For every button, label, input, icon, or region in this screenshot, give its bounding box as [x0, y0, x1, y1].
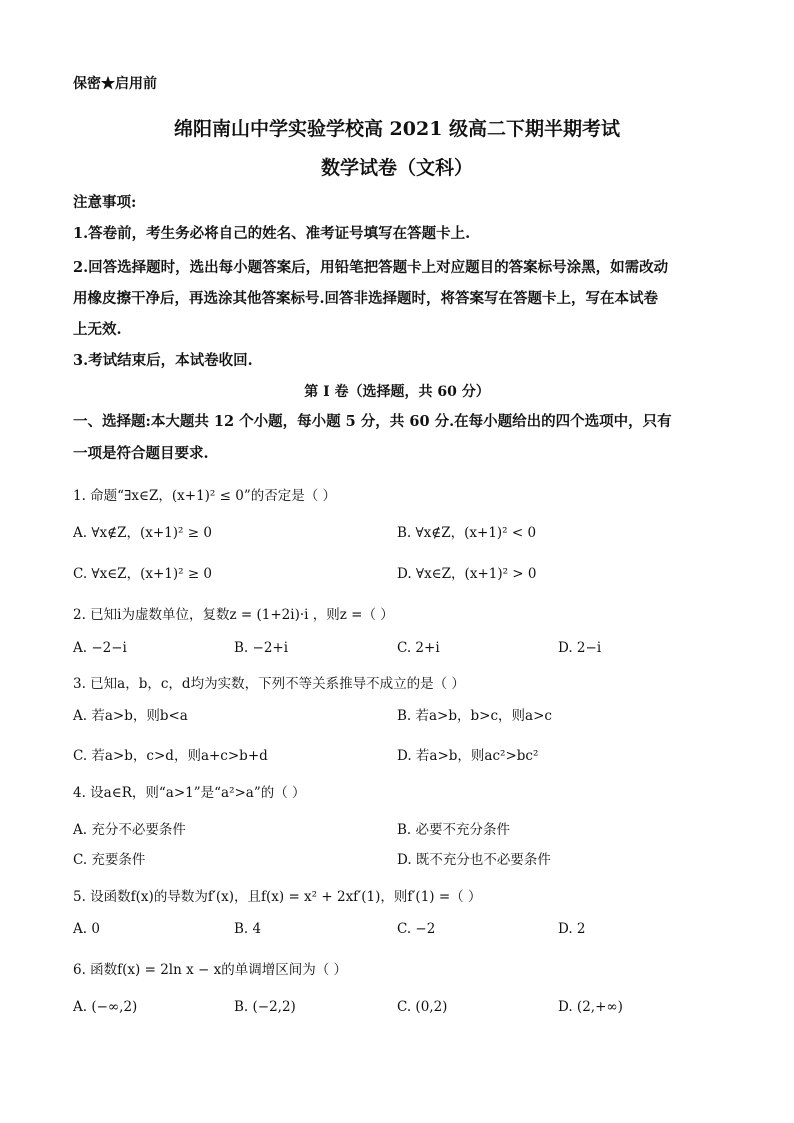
question-6-option-a: A. (−∞,2) [73, 999, 138, 1015]
confidential-label: 保密★启用前 [73, 76, 157, 92]
exam-subtitle: 数学试卷（文科） [320, 157, 473, 179]
question-2-option-c: C. 2+i [397, 640, 440, 656]
question-3-stem: 3. 已知a，b，c，d均为实数，下列不等关系推导不成立的是（ ） [73, 676, 465, 692]
notice-item-2-line-1: 2.回答选择题时，选出每小题答案后，用铅笔把答题卡上对应题目的答案标号涂黑，如需改动 [73, 259, 669, 276]
question-1-option-c: C. ∀x∈Z，(x+1)² ≥ 0 [73, 566, 213, 582]
notice-item-2-line-2: 用橡皮擦干净后，再选涂其他答案标号.回答非选择题时，将答案写在答题卡上，写在本试卷 [73, 290, 659, 307]
question-5-option-a: A. 0 [73, 921, 100, 937]
question-3-option-a: A. 若a>b，则b<a [73, 708, 188, 724]
question-5-option-c: C. −2 [397, 921, 436, 937]
question-4-option-b: B. 必要不充分条件 [397, 822, 511, 838]
question-2-stem: 2. 已知i为虚数单位，复数z = (1+2i)·i ，则z =（ ） [73, 607, 394, 623]
question-1-option-a: A. ∀x∉Z，(x+1)² ≥ 0 [73, 525, 212, 541]
question-1-option-b: B. ∀x∉Z，(x+1)² < 0 [397, 525, 537, 541]
question-4-stem: 4. 设a∈R，则“a>1”是“a²>a”的（ ） [73, 785, 306, 801]
question-1-option-d: D. ∀x∈Z，(x+1)² > 0 [397, 566, 537, 582]
notice-heading: 注意事项: [73, 194, 137, 211]
question-5-stem: 5. 设函数f(x)的导数为f′(x)，且f(x) = x² + 2xf′(1)，则f′(1) =（ ） [73, 889, 482, 905]
question-5-option-b: B. 4 [234, 921, 262, 937]
question-4-option-c: C. 充要条件 [73, 852, 146, 868]
question-4-option-a: A. 充分不必要条件 [73, 822, 186, 838]
question-3-option-d: D. 若a>b，则ac²>bc² [397, 748, 539, 764]
part1-instruction-line-2: 一项是符合题目要求. [73, 445, 209, 462]
question-6-stem: 6. 函数f(x) = 2ln x − x的单调增区间为（ ） [73, 962, 348, 978]
question-6-option-d: D. (2,+∞) [558, 999, 623, 1015]
question-3-option-c: C. 若a>b，c>d，则a+c>b+d [73, 748, 268, 764]
question-1-stem: 1. 命题“∃x∈Z，(x+1)² ≤ 0”的否定是（ ） [73, 488, 337, 504]
question-6-option-c: C. (0,2) [397, 999, 448, 1015]
part1-instruction-line-1: 一、选择题:本大题共 12 个小题，每小题 5 分，共 60 分.在每小题给出的四个选项中，只有 [73, 413, 672, 430]
question-2-option-a: A. −2−i [73, 640, 127, 656]
notice-item-3: 3.考试结束后，本试卷收回. [73, 352, 253, 369]
part1-heading: 第 I 卷（选择题，共 60 分） [304, 384, 490, 400]
question-6-option-b: B. (−2,2) [234, 999, 296, 1015]
question-2-option-b: B. −2+i [234, 640, 289, 656]
question-2-option-d: D. 2−i [558, 640, 602, 656]
exam-title: 绵阳南山中学实验学校高 2021 级高二下期半期考试 [173, 118, 621, 140]
question-4-option-d: D. 既不充分也不必要条件 [397, 852, 551, 868]
question-3-option-b: B. 若a>b，b>c，则a>c [397, 708, 552, 724]
question-5-option-d: D. 2 [558, 921, 586, 937]
notice-item-2-line-3: 上无效. [73, 321, 122, 338]
notice-item-1: 1.答卷前，考生务必将自己的姓名、准考证号填写在答题卡上. [73, 225, 471, 242]
